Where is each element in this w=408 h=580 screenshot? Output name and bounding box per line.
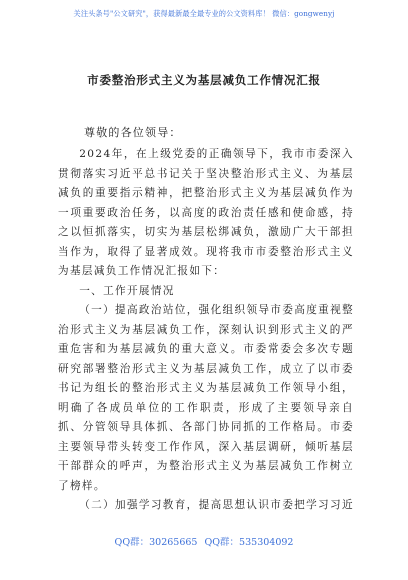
intro-paragraph: 2024年，在上级党委的正确领导下，我市市委深入贯彻落实习近平总书记关于坚决整治形式主义、为基层减负的重要指示精神，把整治形式主义为基层减负作为一项重要政治任务，以高度的政治责任感和使命感，持之以恒抓落实，切实为基层松绑减负，激励广大干部担当作为，取得了显著成效。现将我市市委整治形式主义为基层减负工作情况汇报如下： xyxy=(58,148,354,277)
body-paragraph: （一）提高政治站位，强化组织领导市委高度重视整治形式主义为基层减负工作，深刻认识到形式主义的严重危害和为基层减负的重大意义。市委常委会多次专题研究部署整治形式主义为基层减负工作，成立了以市委书记为组长的整治形式主义为基层减负工作领导小组，明确了各成员单位的工作职责，形成了主要领导亲自抓、分管领导具体抓、各部门协同抓的工作格局。市委主要领导带头转变工作作风，深入基层调研，倾听基层干部群众的呼声，为整治形式主义为基层减负工作树立了榜样。 xyxy=(58,304,354,492)
salutation: 尊敬的各位领导： xyxy=(84,126,182,139)
document-title: 市委整治形式主义为基层减负工作情况汇报 xyxy=(87,73,321,87)
document-body xyxy=(58,145,354,516)
footer-qq-groups: QQ群：30265665 QQ群：535304092 xyxy=(114,537,294,548)
header-promo-note: 关注头条号"公文研究"，获得最新最全最专业的公文资料库！ 微信：gongwenyj xyxy=(73,9,335,18)
body-paragraph: （二）加强学习教育，提高思想认识市委把学习习近 xyxy=(79,499,354,511)
section-heading: 一、工作开展情况 xyxy=(79,284,175,297)
